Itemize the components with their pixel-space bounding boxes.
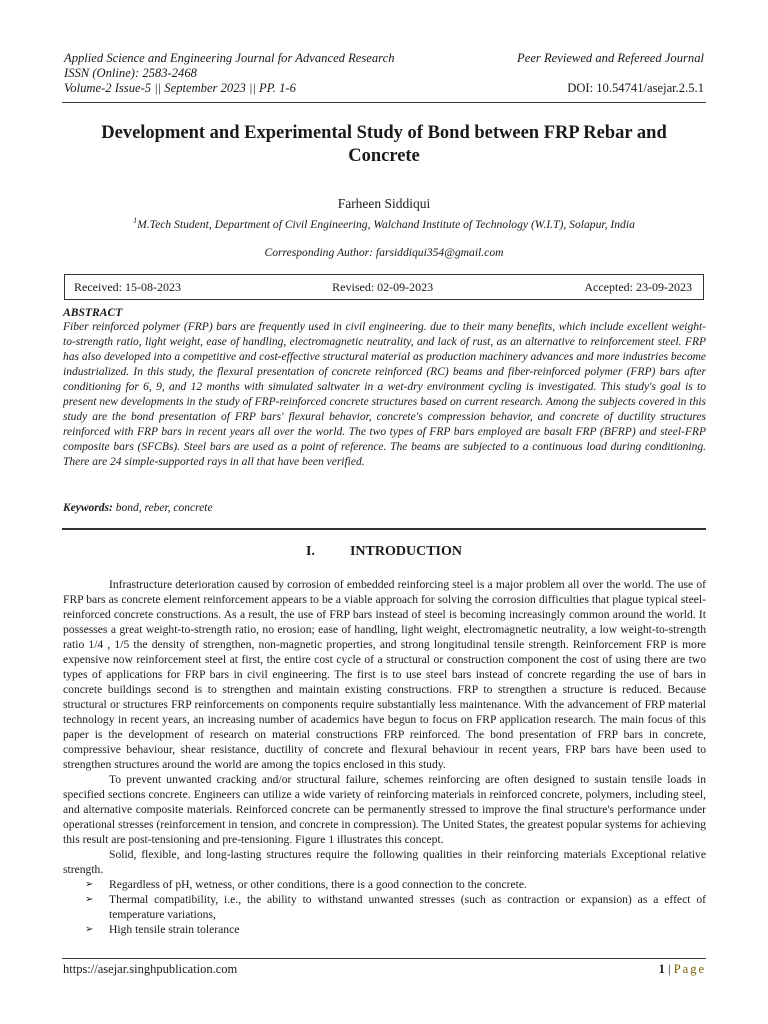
accepted-date: Accepted: 23-09-2023: [584, 279, 692, 294]
paragraph-1: Infrastructure deterioration caused by corrosion of embedded reinforcing steel is a major problem all over the world. The use of FRP bars as concrete element reinforcement appears to be a viable approach for solving the corrosion difficulties that plague typical steel-reinforced concrete constructions. As a result, the use of FRP bars instead of steel is becoming increasingly common around the world. It possesses a great weight-to-strength ratio, no erosion; ease of handling, light weight, electromagnetic neutrality, a low weight-to-strength ratio 1/4 , 1/5 the density of strengthen, non-magnetic properties, and strong longitudinal tensile strength. Reinforcement FRP is more expensive now reinforcement steel at first, the entire cost cycle of a structural or construction component the cost of using there are two types of applications for FRP bars in civil engineering. The first is to use steel bars instead of concrete regarding the use of bars in concrete buildings second is to strengthen and maintain existing constructions. FRP to strengthen a structure is reduced. Because structural or structures FRP reinforcements on components require substantially less maintenance. With the advancement of FRP material technology in recent years, an increasing number of academics have begun to focus on FRP application research. The main focus of this paper is the development of research on material constructions FRP reinforced. The bond presentation of FRP bars in concrete, compressive behaviour, shear resistance, ductility of concrete and flexural behaviour in recent years, FRP bars have been used to strengthen structures around the world are among the topics enclosed in this study.: [63, 578, 706, 771]
paper-title-line-1: Development and Experimental Study of Bond between FRP Rebar and: [101, 123, 667, 143]
header-divider: [62, 102, 706, 103]
revised-date: Revised: 02-09-2023: [332, 279, 434, 294]
page-number: [659, 962, 706, 977]
review-label: Peer Reviewed and Refereed Journal: [517, 51, 704, 65]
page-separator: |: [664, 962, 674, 976]
section-divider: [62, 528, 706, 530]
bullet-arrow-icon: ➢: [85, 924, 94, 935]
paragraph-3: Solid, flexible, and long-lasting structures require the following qualities in their reinforcing materials Exceptional relative strength.: [63, 848, 706, 876]
list-item-text: High tensile strain tolerance: [109, 923, 240, 936]
journal-issn: ISSN (Online): 2583-2468: [64, 66, 197, 80]
section-body: [63, 577, 706, 937]
page-number-value: 1: [658, 962, 665, 976]
bullet-arrow-icon: ➢: [85, 894, 94, 905]
keywords-value: bond, reber, concrete: [115, 502, 213, 514]
list-item: [63, 892, 706, 922]
section-title: INTRODUCTION: [349, 544, 462, 559]
list-item-text: Regardless of pH, wetness, or other conditions, there is a good connection to the concrete.: [109, 878, 527, 891]
author-affiliation: [62, 216, 706, 231]
affiliation-text: M.Tech Student, Department of Civil Engineering, Walchand Institute of Technology (W.I.T), Solapur, India: [137, 217, 635, 231]
journal-name: Applied Science and Engineering Journal for Advanced Research: [64, 51, 395, 65]
doi-label: DOI: 10.54741/asejar.2.5.1: [567, 81, 704, 95]
page-word: Page: [673, 962, 706, 976]
list-item-text: Thermal compatibility, i.e., the ability to withstand unwanted stresses (such as contraction or expansion) as a effect of temperature variations,: [109, 893, 706, 921]
section-number: I.: [305, 544, 315, 559]
paper-title: [62, 122, 706, 168]
bullet-arrow-icon: ➢: [85, 879, 94, 890]
paper-title-line-2: Concrete: [348, 146, 420, 166]
paragraph-2: To prevent unwanted cracking and/or structural failure, schemes reinforcing are often designed to sustain tensile loads in specified sections concrete. Engineers can utilize a wide variety of reinforcing materials in reinforced concrete, polymers, including steel, and alternative composite materials. Reinforced concrete can be permanently stressed to improve the final structure's performance under operational stresses (reinforcement in tension, and concrete in compression). The United States, the greatest popular systems for achieving this result are post-tensioning and pre-tensioning. Figure 1 illustrates this concept.: [63, 773, 706, 846]
author-name: Farheen Siddiqui: [337, 196, 431, 211]
dates-box: [64, 274, 704, 300]
keywords-label: Keywords:: [63, 502, 113, 514]
corresponding-author: Corresponding Author: farsiddiqui354@gmail.com: [264, 246, 504, 259]
keywords: [63, 502, 213, 514]
footer-url[interactable]: https://asejar.singhpublication.com: [63, 962, 238, 976]
section-heading: [62, 544, 706, 560]
received-date: Received: 15-08-2023: [74, 279, 181, 294]
journal-volume: Volume-2 Issue-5 || September 2023 || PP. 1-6: [64, 81, 296, 95]
abstract-heading: ABSTRACT: [63, 306, 123, 319]
requirements-list: [63, 877, 706, 937]
list-item: [63, 922, 706, 937]
list-item: [63, 877, 706, 892]
journal-header: [64, 51, 484, 96]
footer-divider: [62, 958, 706, 959]
abstract-text: Fiber reinforced polymer (FRP) bars are frequently used in civil engineering. due to their many benefits, which include excellent weight-to-strength ratio, light weight, ease of handling, electromagnetic neutrality, and lack of rust, as an alternative to reinforcement steel. FRP has also developed into a competitive and cost-effective structural material as production machinery advances and more industries become industrialized. In this study, the flexural presentation of concrete reinforced (RC) beams and fiber-reinforced polymer (FRP) bars after conditioning for 6, 9, and 12 months with simulated saltwater in a wet-dry environment cycling is investigated. This study's goal is to present new developments in the study of FRP-reinforced concrete structures based on current research. Among the subjects covered in this study are the bond presentation of FRP bars' flexural behavior, concrete's compression behavior, and concrete of ductility structures reinforced with FRP bars in recent years all over the world. The two types of FRP bars employed are basalt FRP (BFRP) and steel-FRP composite bars (SFCBs). Steel bars are used as a point of reference. The beams are subjected to a continuous load during conditioning. There are 24 simple-supported rays in all that have been verified.: [63, 321, 706, 468]
affiliation-marker: 1: [133, 216, 138, 225]
